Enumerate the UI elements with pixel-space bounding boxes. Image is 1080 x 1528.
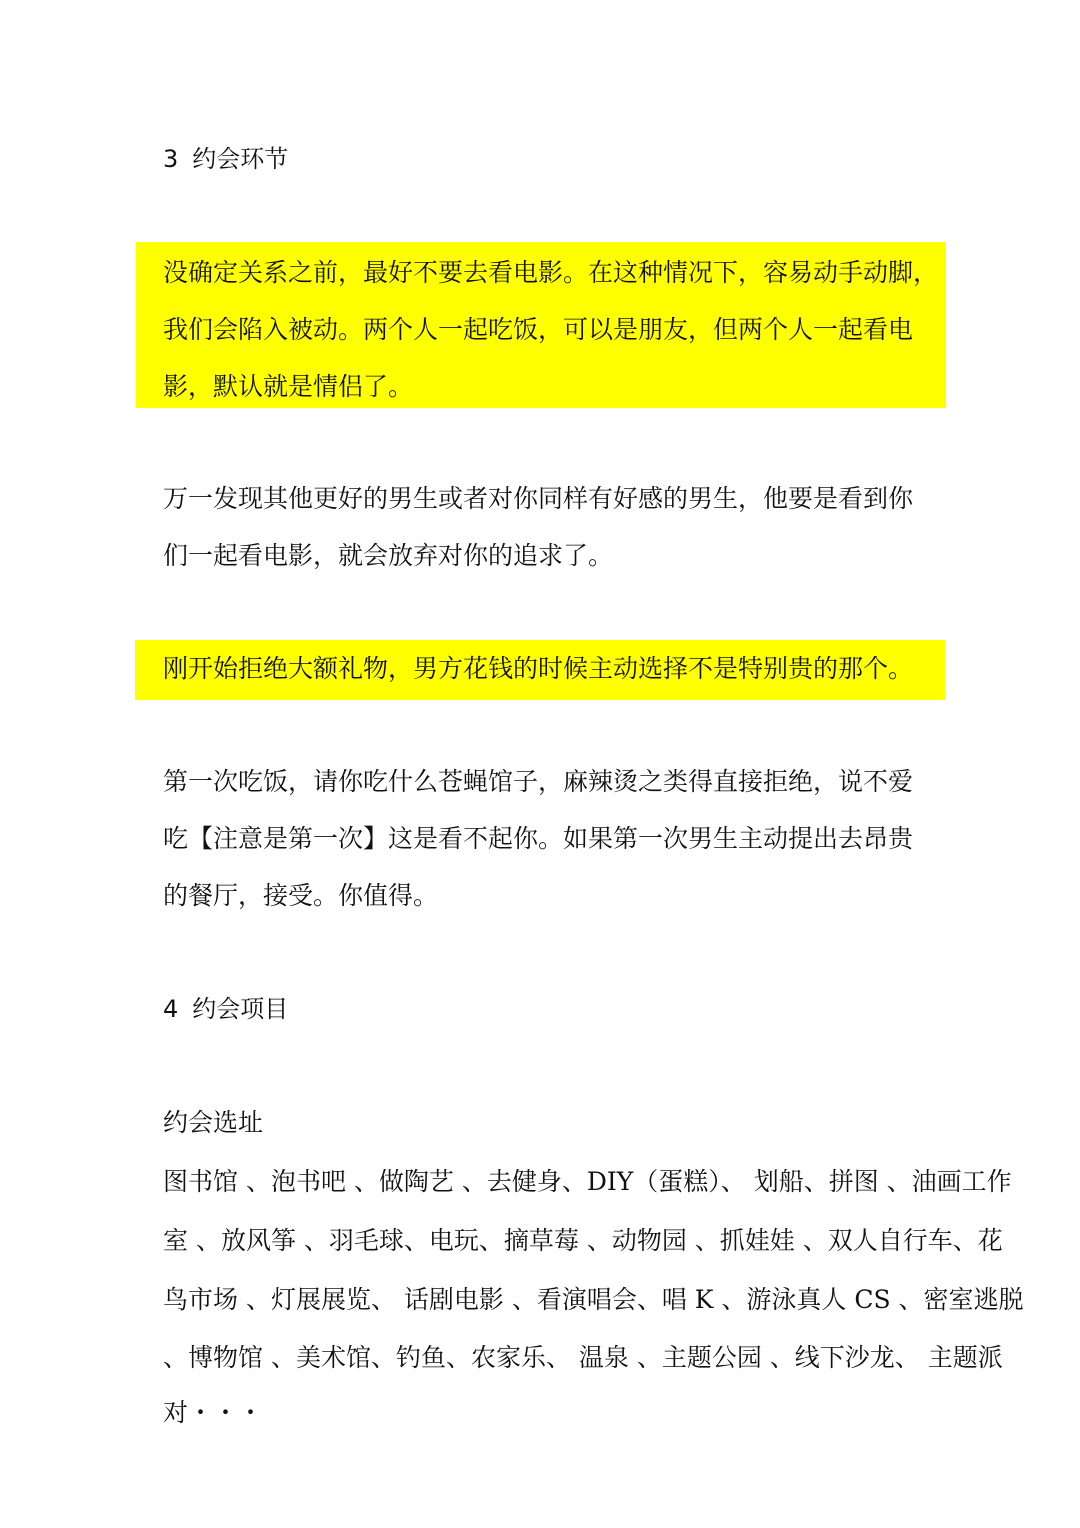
text-line: 我们会陷入被动。两个人一起吃饭，可以是朋友，但两个人一起看电 — [163, 315, 914, 344]
text-line: 万一发现其他更好的男生或者对你同样有好感的男生，他要是看到你 — [163, 484, 914, 513]
text-line: 们一起看电影，就会放弃对你的追求了。 — [163, 541, 614, 570]
highlighted-paragraph — [163, 244, 943, 415]
text-line: 吃【注意是第一次】这是看不起你。如果第一次男生主动提出去昂贵 — [163, 824, 914, 853]
text-line: 刚开始拒绝大额礼物，男方花钱的时候主动选择不是特别贵的那个。 — [163, 654, 914, 683]
text-line: 图书馆 、泡书吧 、做陶艺 、去健身、DIY（蛋糕）、 划船、拼图 、油画工作 — [163, 1167, 1012, 1196]
section-title: 约会环节 — [192, 145, 289, 173]
section-number: 3 — [163, 145, 179, 173]
paragraph — [163, 470, 943, 584]
highlighted-paragraph — [163, 640, 943, 697]
subsection-title — [163, 1094, 943, 1151]
text-line: 影，默认就是情侣了。 — [163, 372, 414, 401]
text-line: 、博物馆 、美术馆、钓鱼、农家乐、 温泉 、主题公园 、线下沙龙、 主题派 — [163, 1343, 1003, 1372]
text-line: 的餐厅，接受。你值得。 — [163, 881, 439, 910]
venue-list — [163, 1152, 1023, 1440]
text-line: 约会选址 — [163, 1108, 264, 1137]
text-line: 鸟市场 、灯展展览、 话剧电影 、看演唱会、唱 K 、游泳真人 CS 、密室逃脱 — [163, 1285, 1024, 1314]
text-line: 没确定关系之前，最好不要去看电影。在这种情况下，容易动手动脚， — [163, 258, 939, 287]
section-title: 约会项目 — [192, 995, 289, 1023]
section-number: 4 — [163, 995, 179, 1023]
section-3-heading — [163, 143, 288, 175]
text-line: 室 、放风筝 、羽毛球、电玩、摘草莓 、动物园 、抓娃娃 、双人自行车、花 — [163, 1226, 1003, 1255]
text-line: 对・・・ — [163, 1398, 264, 1427]
text-line: 第一次吃饭，请你吃什么苍蝇馆子，麻辣烫之类得直接拒绝，说不爱 — [163, 767, 914, 796]
section-4-heading — [163, 993, 288, 1025]
paragraph — [163, 753, 943, 924]
